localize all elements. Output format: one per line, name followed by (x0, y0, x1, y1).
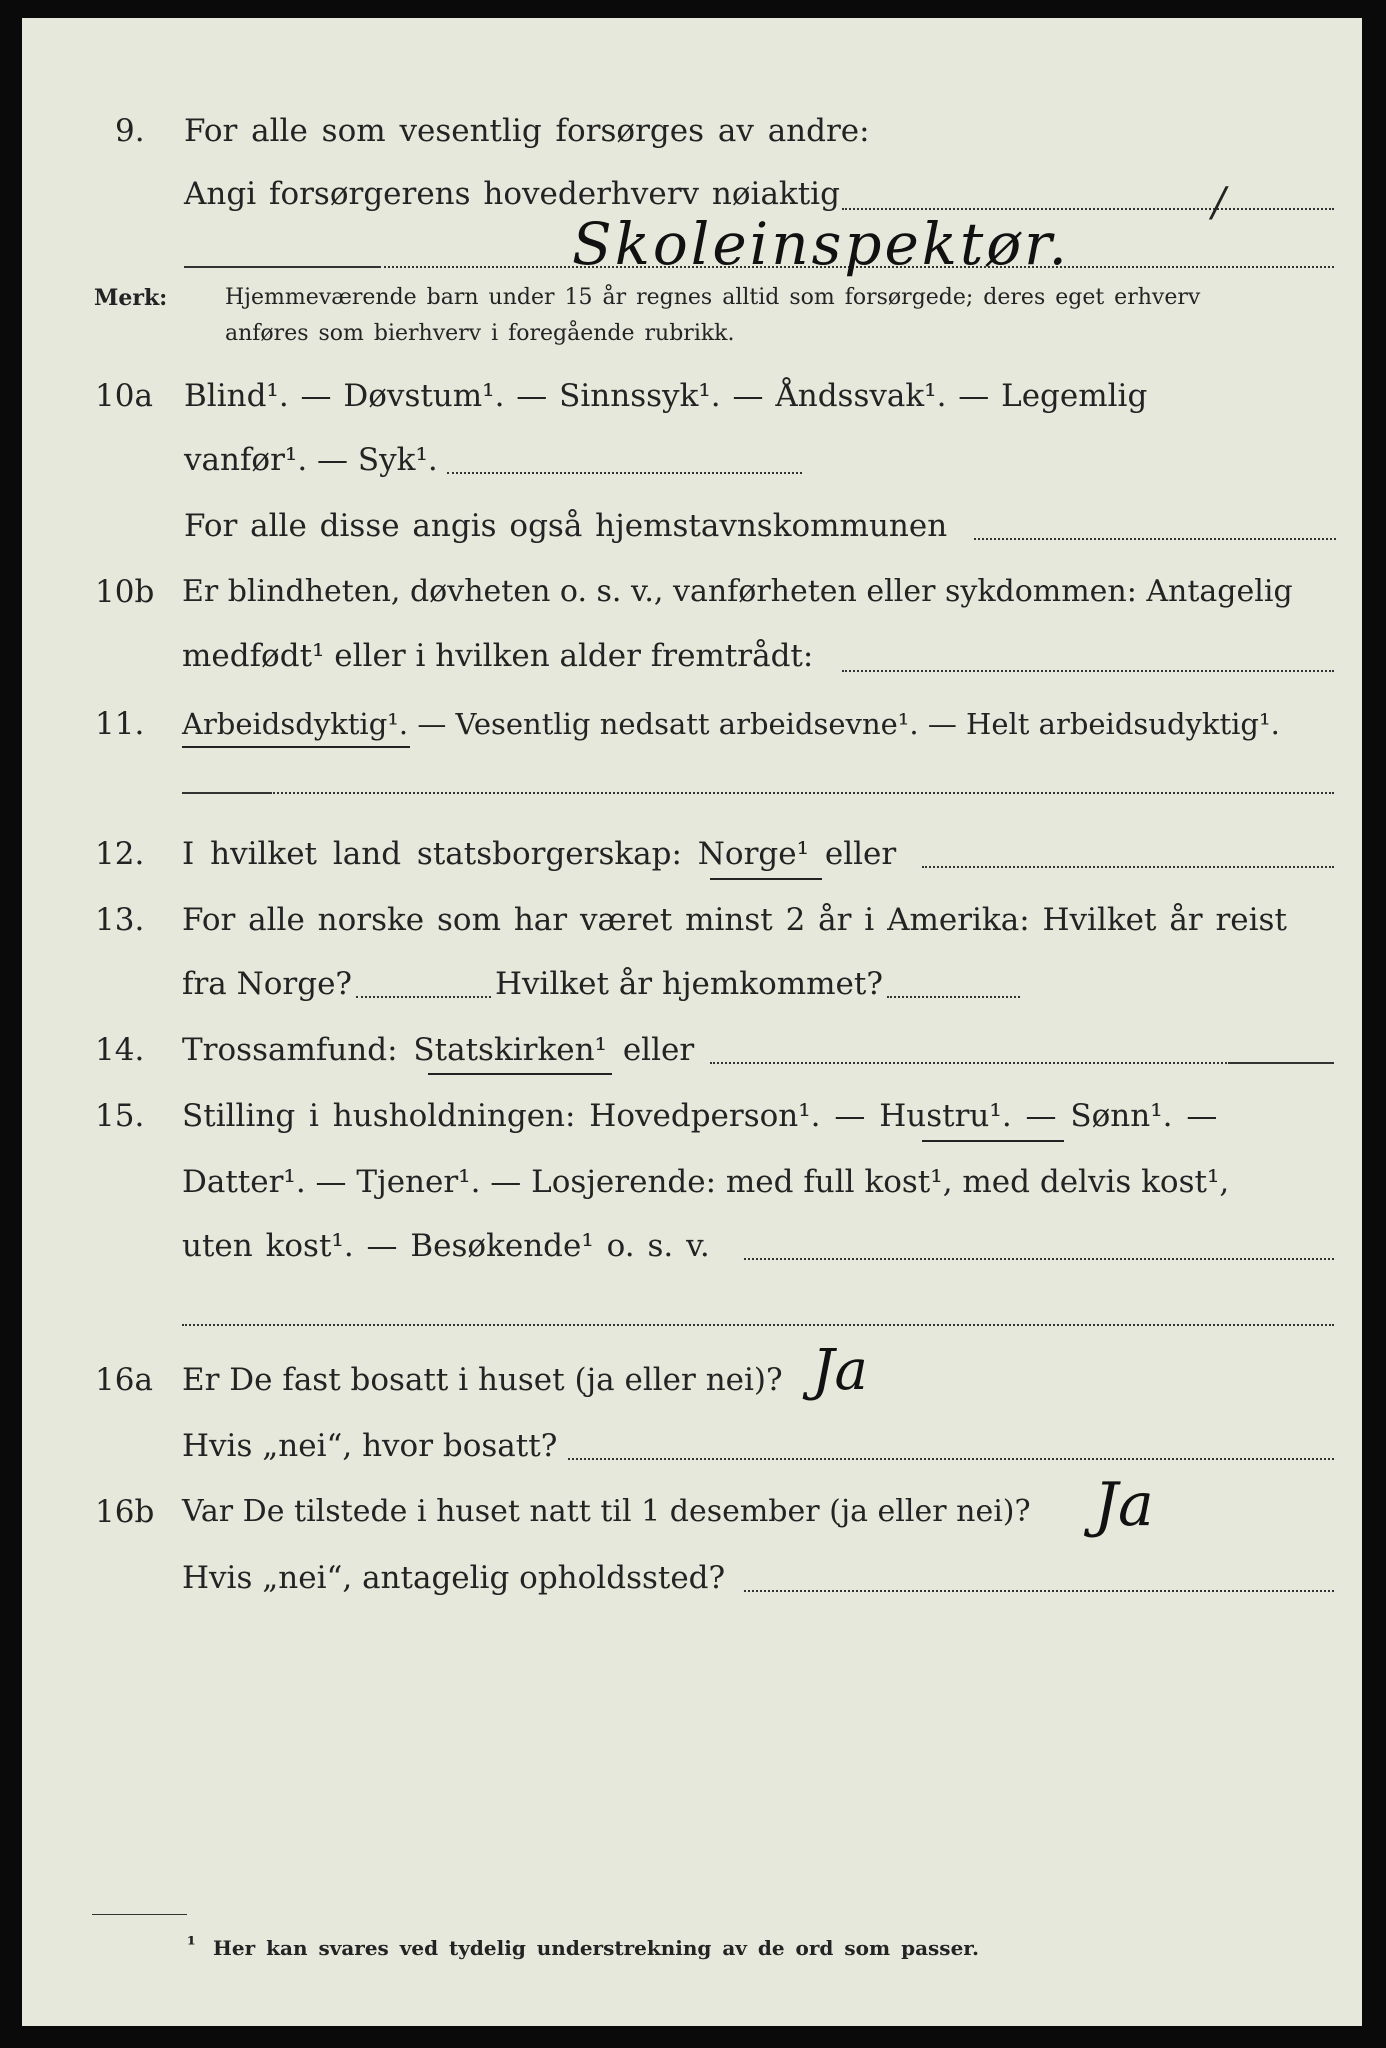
q16b-handwritten-answer: Ja (1094, 1470, 1154, 1540)
footnote-rule (92, 1914, 187, 1915)
q9-handwritten-tick: / (1212, 180, 1226, 226)
question-number-10a: 10a (95, 378, 153, 414)
q15-answer-line[interactable] (744, 1258, 1334, 1260)
question-number-12: 12. (95, 836, 145, 872)
q10a-hjemstavn-line[interactable] (974, 538, 1336, 540)
footnote-mark: ¹ (187, 1932, 196, 1956)
q12-underline-norge (710, 878, 822, 880)
census-form-sheet (22, 18, 1362, 2026)
q11-answer-line[interactable] (270, 792, 1334, 794)
q14-answer-line-end (1230, 1062, 1334, 1064)
q10a-answer-line[interactable] (447, 472, 802, 474)
q12-answer-line[interactable] (922, 866, 1334, 868)
q15-underline-hustru (922, 1140, 1064, 1142)
q10a-text-line3: For alle disse angis også hjemstavnskommunen (184, 508, 948, 544)
question-number-11: 11. (95, 706, 145, 742)
question-number-15: 15. (95, 1098, 145, 1134)
merk-text-line2: anføres som bierhverv i foregående rubrikk. (225, 321, 735, 346)
q9-answer-line-start (184, 266, 379, 268)
q15-answer-line-2[interactable] (182, 1324, 1334, 1326)
q10a-text-line2: vanfør¹. — Syk¹. (184, 442, 438, 478)
q9-text-line1: For alle som vesentlig forsørges av andre: (184, 113, 870, 149)
merk-text-line1: Hjemmeværende barn under 15 år regnes alltid som forsørgede; deres eget erhverv (225, 285, 1201, 310)
question-number-10b: 10b (95, 574, 155, 610)
q10b-text-line2: medfødt¹ eller i hvilken alder fremtrådt: (182, 638, 814, 674)
q13-text-line1: For alle norske som har været minst 2 år i Amerika: Hvilket år reist (182, 902, 1287, 938)
q9-text-line2: Angi forsørgerens hovederhverv nøiaktig (184, 176, 840, 212)
q16a-answer-line[interactable] (568, 1458, 1334, 1460)
q9-handwritten-answer: Skoleinspektør. (572, 210, 1070, 278)
question-number-16b: 16b (95, 1494, 155, 1530)
merk-label: Merk: (94, 285, 168, 311)
q14-underline-statskirken (428, 1073, 612, 1075)
q13-text-line2b: Hvilket år hjemkommet? (495, 966, 883, 1002)
q15-text-line3: uten kost¹. — Besøkende¹ o. s. v. (182, 1228, 710, 1264)
q15-text-line1: Stilling i husholdningen: Hovedperson¹. — Hustru¹. — Sønn¹. — (182, 1098, 1218, 1134)
question-number-13: 13. (95, 902, 145, 938)
q13-text-line2a: fra Norge? (182, 966, 353, 1002)
q13-reist-answer-line[interactable] (356, 996, 491, 998)
q10b-answer-line[interactable] (842, 670, 1334, 672)
q11-underline-arbeidsdyktig (182, 746, 410, 748)
q15-text-line2: Datter¹. — Tjener¹. — Losjerende: med full kost¹, med delvis kost¹, (182, 1164, 1230, 1200)
q10b-text-line1: Er blindheten, døvheten o. s. v., vanførheten eller sykdommen: Antagelig (182, 574, 1293, 609)
q12-text-line1: I hvilket land statsborgerskap: Norge¹ eller (182, 836, 897, 872)
q16a-handwritten-answer: Ja (812, 1338, 868, 1403)
footnote-text: Her kan svares ved tydelig understrekning av de ord som passer. (213, 1936, 979, 1960)
question-number-9: 9. (115, 113, 145, 149)
q10a-text-line1: Blind¹. — Døvstum¹. — Sinnssyk¹. — Åndssvak¹. — Legemlig (184, 378, 1148, 414)
q16a-text-line1: Er De fast bosatt i huset (ja eller nei)? (182, 1362, 783, 1398)
question-number-16a: 16a (95, 1362, 153, 1398)
q13-hjemkommet-answer-line[interactable] (887, 996, 1020, 998)
q16b-text-line1: Var De tilstede i huset natt til 1 desember (ja eller nei)? (182, 1494, 1031, 1529)
q11-answer-line-start (182, 792, 270, 794)
q16a-text-line2: Hvis „nei“, hvor bosatt? (182, 1428, 558, 1464)
question-number-14: 14. (95, 1032, 145, 1068)
q11-text-line1: Arbeidsdyktig¹. — Vesentlig nedsatt arbeidsevne¹. — Helt arbeidsudyktig¹. (182, 707, 1280, 741)
q16b-text-line2: Hvis „nei“, antagelig opholdssted? (182, 1560, 726, 1596)
q14-text-line1: Trossamfund: Statskirken¹ eller (182, 1032, 695, 1068)
q14-answer-line[interactable] (710, 1062, 1230, 1064)
q16b-answer-line[interactable] (744, 1590, 1334, 1592)
